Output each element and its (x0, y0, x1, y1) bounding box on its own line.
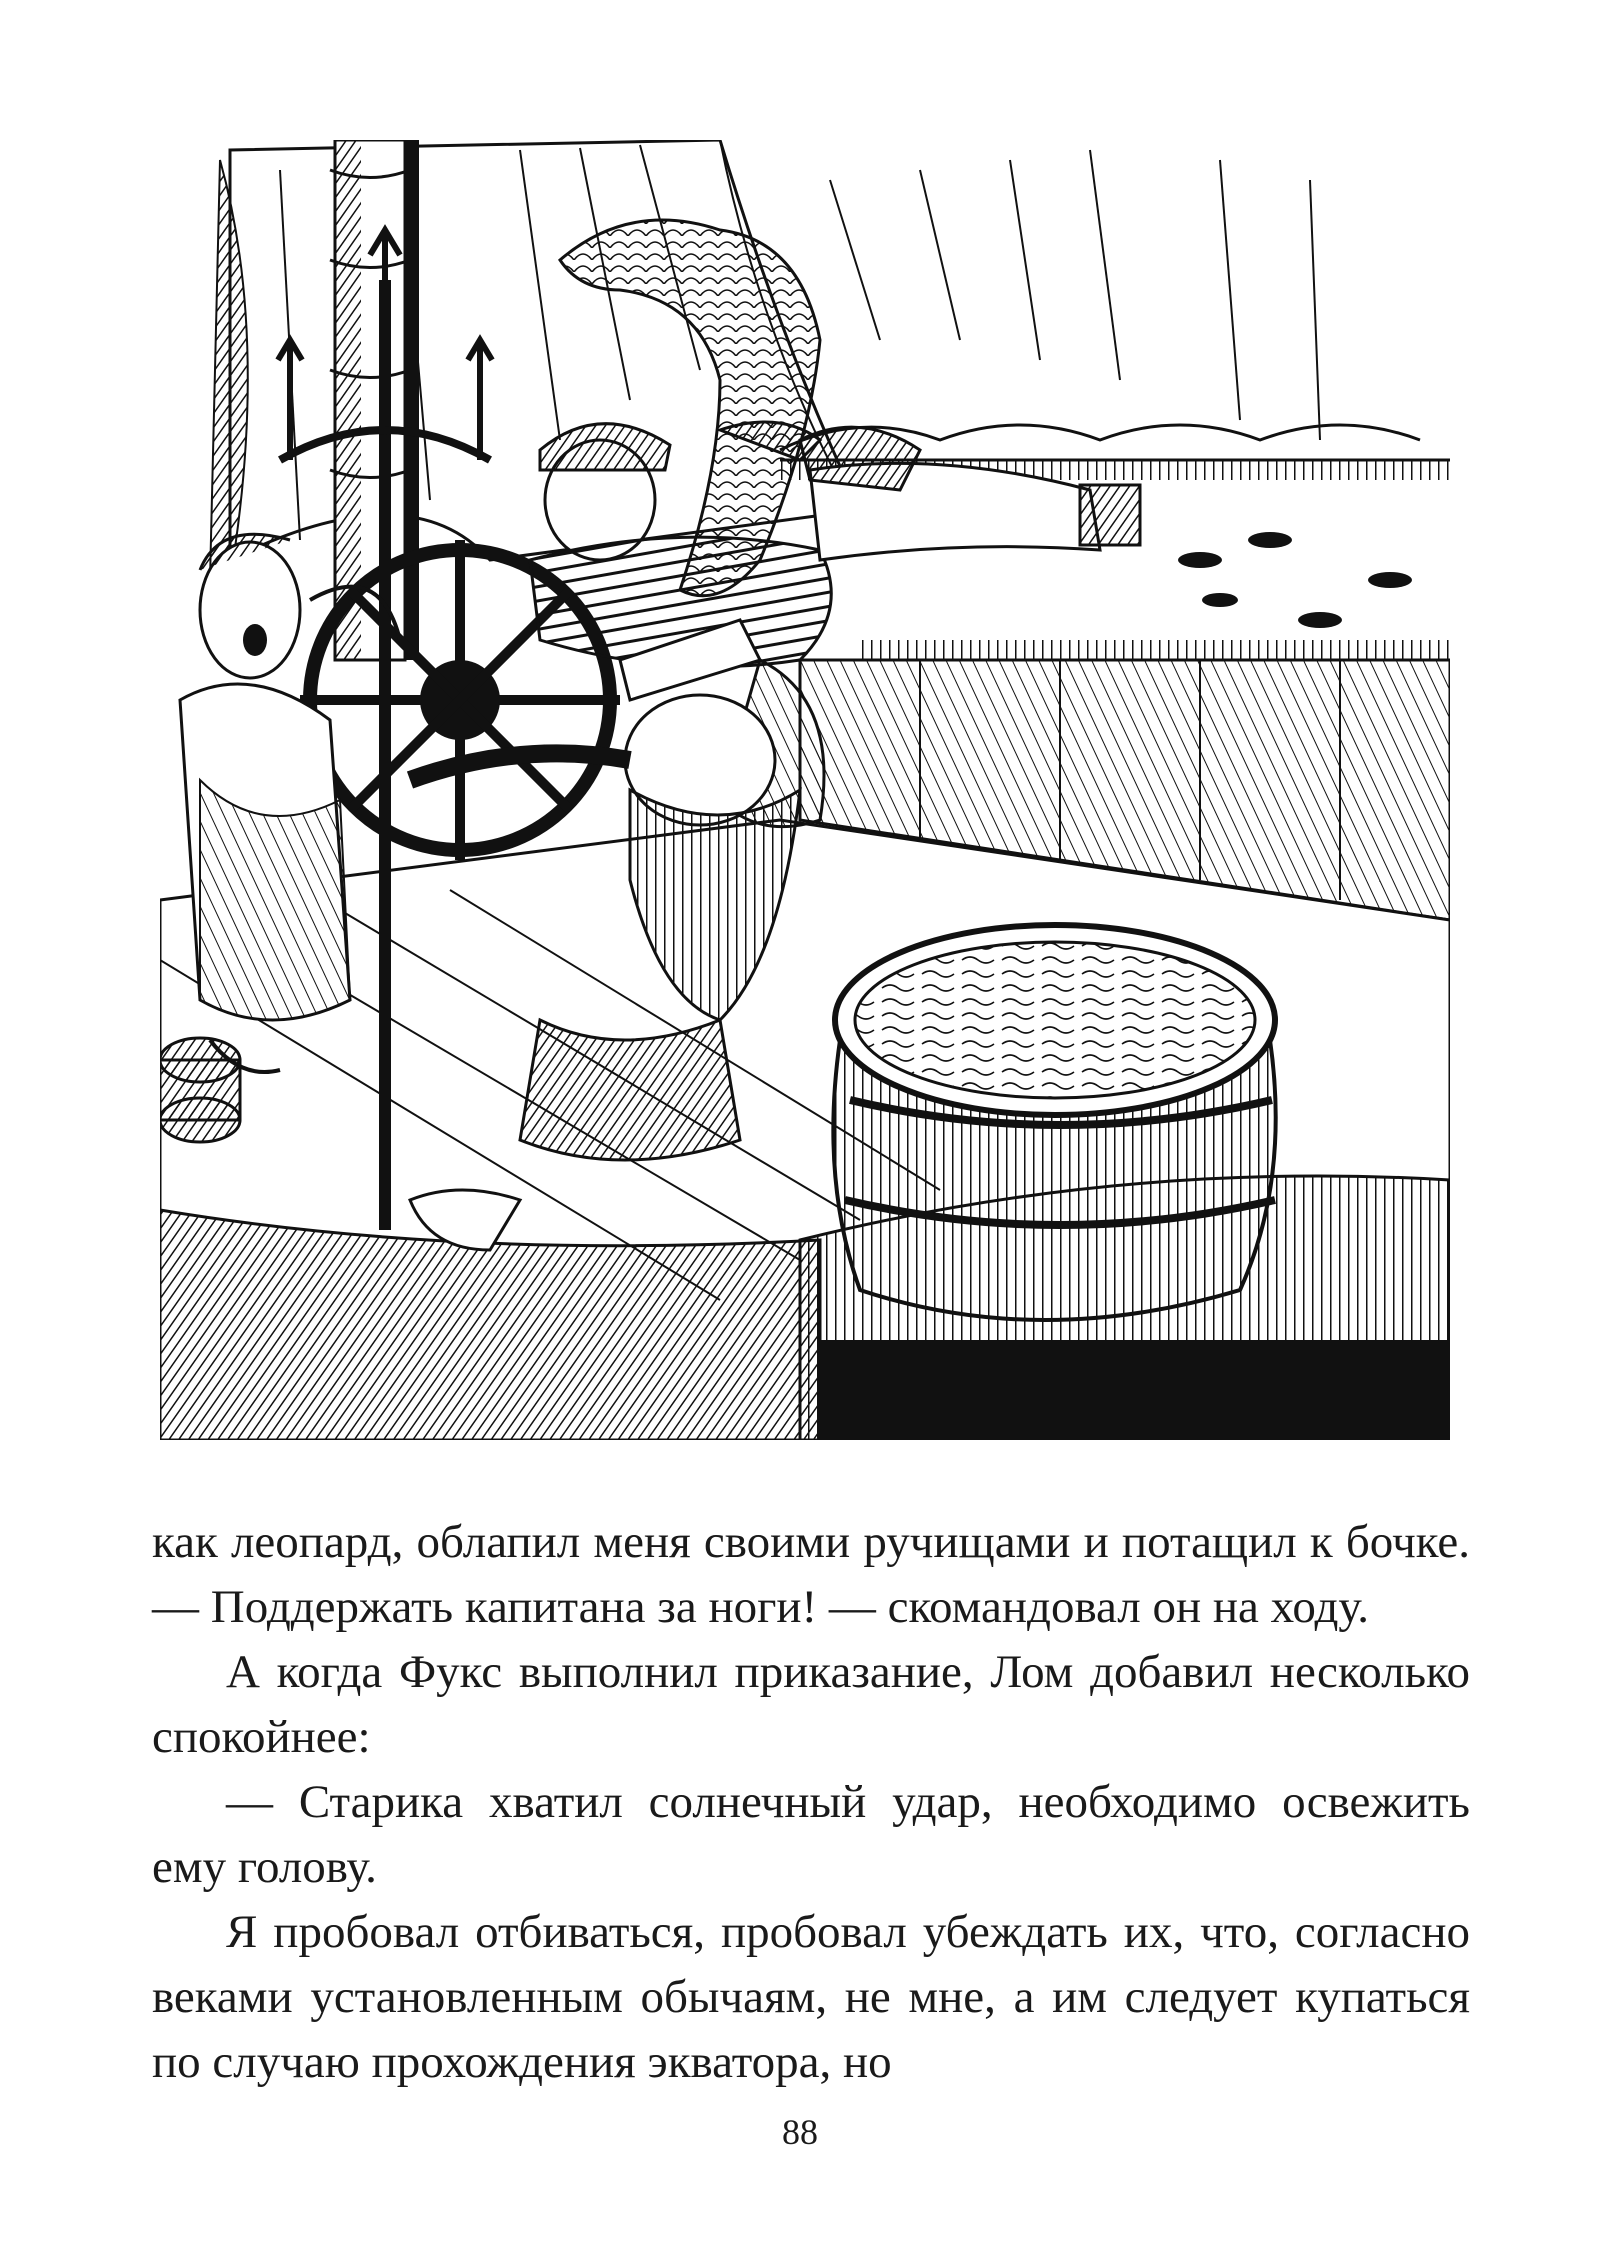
page-number: 88 (782, 2112, 818, 2152)
ship-deck-illustration (160, 140, 1450, 1440)
illustration-drawing (160, 140, 1450, 1440)
paragraph-2: А когда Фукс выполнил приказание, Лом добавил несколько спокойнее: (152, 1646, 1470, 1763)
water-barrel (833, 925, 1275, 1320)
paragraph-1: как леопард, облапил меня своими ручищами и потащил к бочке. — Поддержать капитана за ноги! — скомандовал он на ходу. (152, 1516, 1470, 1633)
paragraph-4: Я пробовал отбиваться, пробовал убеждать их, что, согласно веками установленным обычаям, не мне, а им следует купаться по случаю прохождения экватора, но (152, 1906, 1470, 2088)
body-text (152, 1510, 1470, 2095)
paragraph-3: — Старика хватил солнечный удар, необходимо освежить ему голову. (152, 1776, 1470, 1893)
rope-coil (160, 1038, 240, 1142)
